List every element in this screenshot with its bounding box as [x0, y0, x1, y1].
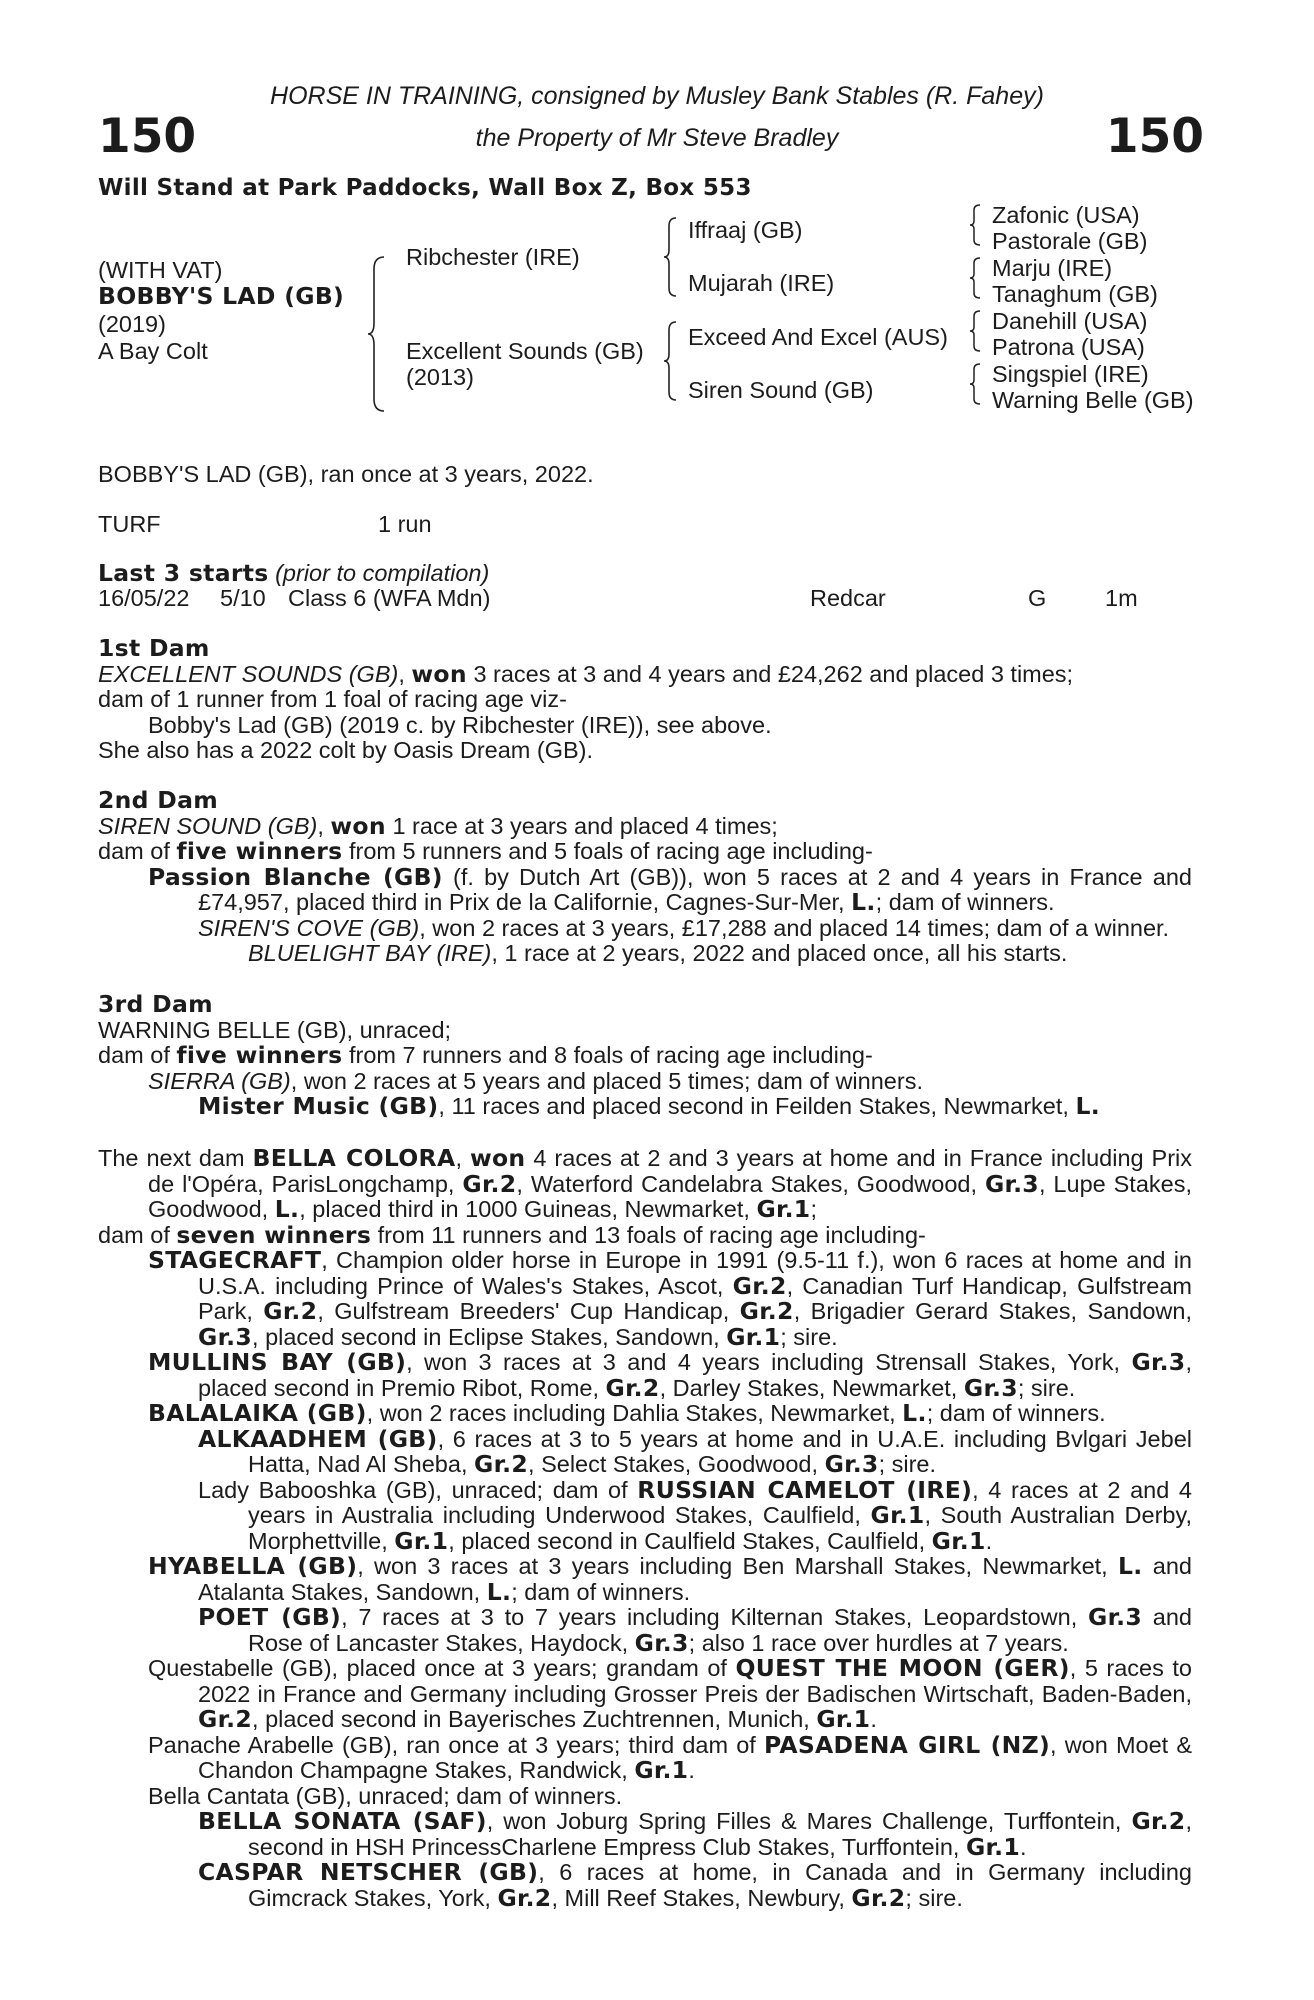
- passion-blanche-entry: Passion Blanche (GB) (f. by Dutch Art (GB)), won 5 races at 2 and 4 years in France and £74,957, placed third in Prix de la Californie, Cagnes-Sur-Mer, L.; dam of winners.: [148, 862, 1193, 916]
- sire-dam: Mujarah (IRE): [688, 270, 835, 296]
- pedigree-brace-g2: [968, 256, 982, 300]
- second-dam-line1: SIREN SOUND (GB), won 1 race at 3 years and placed 4 times;: [98, 811, 778, 840]
- consignor-line: HORSE IN TRAINING, consigned by Musley Bank Stables (R. Fahey): [270, 82, 1044, 110]
- dam-sire: Exceed And Excel (AUS): [688, 324, 948, 350]
- ggd-4: Warning Belle (GB): [992, 387, 1194, 413]
- start-date: 16/05/22: [98, 585, 190, 611]
- start-position: 5/10: [220, 585, 266, 611]
- sire-name: Ribchester (IRE): [406, 244, 580, 270]
- mister-music-entry: Mister Music (GB), 11 races and placed second in Feilden Stakes, Newmarket, L.: [198, 1092, 1100, 1120]
- start-going: G: [1028, 585, 1047, 611]
- third-dam-line2: dam of five winners from 7 runners and 8 foals of racing age including-: [98, 1041, 873, 1069]
- stagecraft-entry: STAGECRAFT, Champion older horse in Europe in 1991 (9.5-11 f.), won 6 races at home and in U.S.A. including Prince of Wales's Stakes, Ascot, Gr.2, Canadian Turf Handicap, Gulfstream Park, Gr.2, Gulfstream Breeders' Cup Handicap, Gr.2, Brigadier Gerard Stakes, Sandown, Gr.3, placed second in Eclipse Stakes, Sandown, Gr.1; sire.: [148, 1246, 1192, 1351]
- start-race: Class 6 (WFA Mdn): [288, 585, 491, 611]
- second-dam-heading: 2nd Dam: [98, 786, 219, 814]
- panache-arabelle-entry: Panache Arabelle (GB), ran once at 3 years; third dam of PASADENA GIRL (NZ), won Moet & Chandon Champagne Stakes, Randwick, Gr.1.: [148, 1730, 1193, 1784]
- third-dam-section: [98, 992, 1192, 1120]
- foaling-year: (2019): [98, 311, 166, 337]
- third-dam-heading: 3rd Dam: [98, 990, 213, 1018]
- third-dam-line1: WARNING BELLE (GB), unraced;: [98, 1016, 452, 1043]
- bella-colora-produce-line: dam of seven winners from 11 runners and 13 foals of racing age including-: [98, 1220, 926, 1249]
- stand-location: Will Stand at Park Paddocks, Wall Box Z, Box 553: [98, 175, 752, 201]
- ggs-1: Zafonic (USA): [992, 202, 1140, 228]
- pedigree-brace-sire: [662, 216, 678, 298]
- ggs-3: Danehill (USA): [992, 308, 1148, 334]
- sire-sire: Iffraaj (GB): [688, 217, 803, 243]
- next-dam-section: [98, 1146, 1192, 1911]
- start-course: Redcar: [810, 585, 886, 611]
- dam-year: (2013): [406, 364, 474, 390]
- surface-runs: 1 run: [378, 511, 432, 537]
- horse-name: BOBBY'S LAD (GB): [98, 282, 345, 310]
- pedigree-brace-dam: [662, 320, 678, 402]
- bella-sonata-entry: BELLA SONATA (SAF), won Joburg Spring Filles & Mares Challenge, Turffontein, Gr.2, second in HSH PrincessCharlene Empress Club Stakes, Turffontein, Gr.1.: [198, 1807, 1192, 1861]
- balalaika-entry: BALALAIKA (GB), won 2 races including Dahlia Stakes, Newmarket, L.; dam of winners.: [148, 1399, 1106, 1427]
- bella-colora-entry: The next dam BELLA COLORA, won 4 races at 2 and 3 years at home and in France including Prix de l'Opéra, ParisLongchamp, Gr.2, Waterford Candelabra Stakes, Goodwood, Gr.3, Lupe Stakes, Goodwood, L., placed third in 1000 Guineas, Newmarket, Gr.1;: [98, 1144, 1193, 1223]
- first-dam-produce: Bobby's Lad (GB) (2019 c. by Ribchester (IRE)), see above.: [148, 711, 772, 738]
- second-dam-section: [98, 788, 1192, 967]
- first-dam-note: She also has a 2022 colt by Oasis Dream (GB).: [98, 737, 594, 763]
- pedigree-brace-g3: [968, 309, 982, 353]
- lady-babooshka-entry: Lady Babooshka (GB), unraced; dam of RUSSIAN CAMELOT (IRE), 4 races at 2 and 4 years in Australia including Underwood Stakes, Caulfield, Gr.1, South Australian Derby, Morphettville, Gr.1, placed second in Caulfield Stakes, Caulfield, Gr.1.: [198, 1475, 1193, 1555]
- sirens-cove-entry: SIREN'S COVE (GB), won 2 races at 3 years, £17,288 and placed 14 times; dam of a winner.: [198, 914, 1170, 941]
- mullins-bay-entry: MULLINS BAY (GB), won 3 races at 3 and 4 years including Strensall Stakes, York, Gr.3, placed second in Premio Ribot, Rome, Gr.2, Darley Stakes, Newmarket, Gr.3; sire.: [148, 1348, 1192, 1402]
- second-dam-line2: dam of five winners from 5 runners and 5 foals of racing age including-: [98, 837, 873, 865]
- poet-entry: POET (GB), 7 races at 3 to 7 years including Kilternan Stakes, Leopardstown, Gr.3 and Rose of Lancaster Stakes, Haydock, Gr.3; also 1 race over hurdles at 7 years.: [198, 1603, 1193, 1657]
- dam-dam: Siren Sound (GB): [688, 377, 874, 403]
- first-dam-line2: dam of 1 runner from 1 foal of racing age viz-: [98, 686, 567, 712]
- bluelight-bay-entry: BLUELIGHT BAY (IRE), 1 race at 2 years, 2022 and placed once, all his starts.: [248, 940, 1068, 966]
- surface-label: TURF: [98, 511, 161, 537]
- bella-cantata-entry: Bella Cantata (GB), unraced; dam of winners.: [148, 1782, 623, 1809]
- hyabella-entry: HYABELLA (GB), won 3 races at 3 years including Ben Marshall Stakes, Newmarket, L. and Atalanta Stakes, Sandown, L.; dam of winners.: [148, 1552, 1192, 1606]
- horse-description: A Bay Colt: [98, 338, 208, 364]
- first-dam-line1: EXCELLENT SOUNDS (GB), won 3 races at 3 and 4 years and £24,262 and placed 3 times;: [98, 659, 1074, 688]
- sierra-entry: SIERRA (GB), won 2 races at 5 years and placed 5 times; dam of winners.: [148, 1067, 923, 1094]
- lot-number-right: 150: [1105, 109, 1204, 164]
- race-summary: BOBBY'S LAD (GB), ran once at 3 years, 2022.: [98, 461, 594, 487]
- dam-name: Excellent Sounds (GB): [406, 338, 644, 364]
- last-starts-heading: Last 3 starts (prior to compilation): [98, 559, 490, 587]
- questabelle-entry: Questabelle (GB), placed once at 3 years; grandam of QUEST THE MOON (GER), 5 races to 2022 in France and Germany including Grosser Preis der Badischen Wirtschaft, Baden-Baden, Gr.2, placed second in Bayerisches Zuchtrennen, Munich, Gr.1.: [148, 1654, 1192, 1733]
- ggd-2: Tanaghum (GB): [992, 281, 1158, 307]
- caspar-netscher-entry: CASPAR NETSCHER (GB), 6 races at home, in Canada and in Germany including Gimcrack Stakes, York, Gr.2, Mill Reef Stakes, Newbury, Gr.2; sire.: [198, 1858, 1192, 1912]
- property-line: the Property of Mr Steve Bradley: [475, 124, 839, 152]
- lot-number-left: 150: [98, 109, 197, 164]
- pedigree-brace-g1: [968, 203, 982, 247]
- start-distance: 1m: [1105, 585, 1138, 611]
- pedigree-brace-g4: [968, 362, 982, 406]
- first-dam-section: [98, 636, 1192, 764]
- vat-label: (WITH VAT): [98, 257, 223, 283]
- ggs-4: Singspiel (IRE): [992, 361, 1149, 387]
- ggd-3: Patrona (USA): [992, 334, 1145, 360]
- ggs-2: Marju (IRE): [992, 255, 1113, 281]
- alkaadhem-entry: ALKAADHEM (GB), 6 races at 3 to 5 years at home and in U.A.E. including Bvlgari Jebel Hatta, Nad Al Sheba, Gr.2, Select Stakes, Goodwood, Gr.3; sire.: [198, 1424, 1192, 1478]
- pedigree-brace-main: [366, 255, 388, 413]
- first-dam-heading: 1st Dam: [98, 634, 210, 662]
- ggd-1: Pastorale (GB): [992, 228, 1148, 254]
